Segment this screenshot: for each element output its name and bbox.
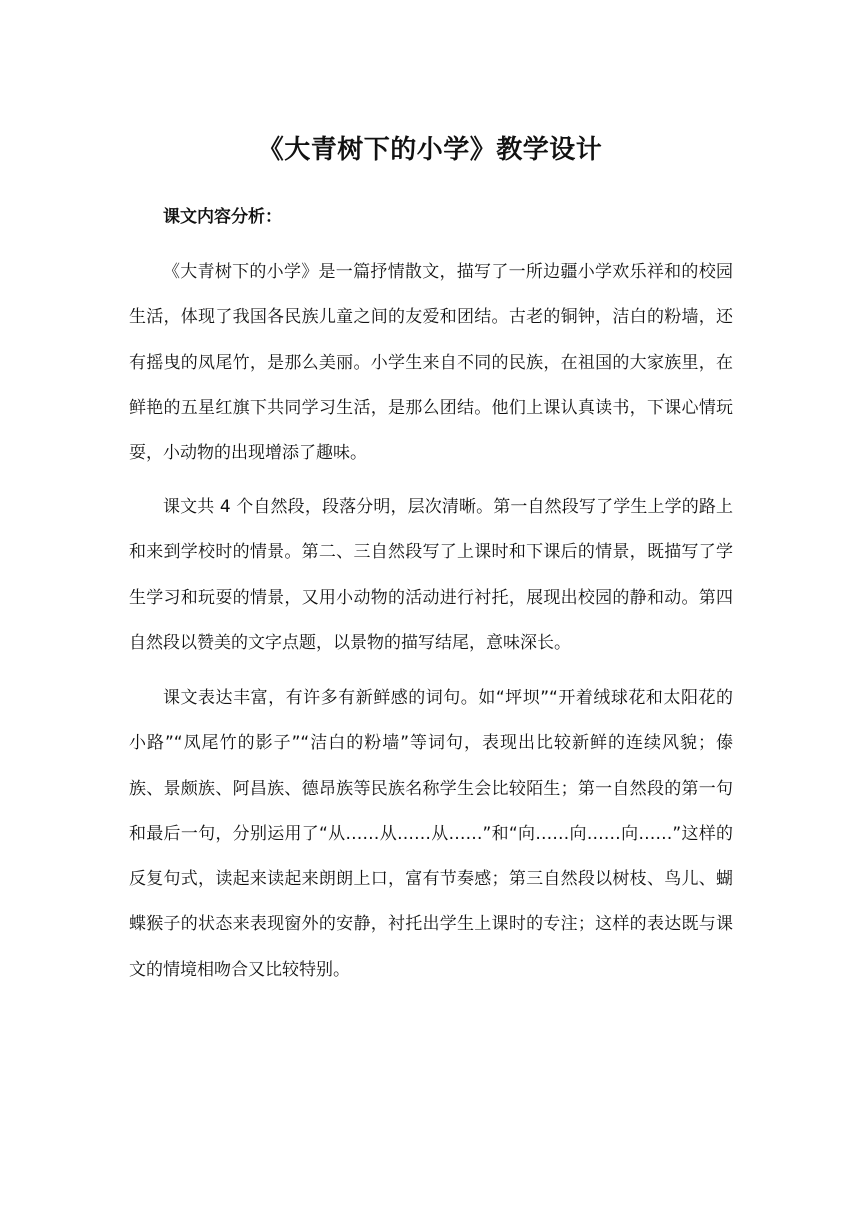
paragraph-content-summary: 《大青树下的小学》是一篇抒情散文，描写了一所边疆小学欢乐祥和的校园生活，体现了我国各民族儿童之间的友爱和团结。古老的铜钟，洁白的粉墙，还有摇曳的凤尾竹，是那么美丽。小学生来自不同的民族，在祖国的大家族里，在鲜艳的五星红旗下共同学习生活，是那么团结。他们上课认真读书，下课心情玩耍，小动物的出现增添了趣味。 xyxy=(129,262,733,464)
paragraph-expression: 课文表达丰富，有许多有新鲜感的词句。如“坪坝”“开着绒球花和太阳花的小路”“凤尾竹的影子”“洁白的粉墙”等词句，表现出比较新鲜的连续风貌；傣族、景颇族、阿昌族、德昂族等民族名称学生会比较陌生；第一自然段的第一句和最后一句，分别运用了“从……从……从……”和“向……向……向……”这样的反复句式，读起来读起来朗朗上口，富有节奏感；第三自然段以树枝、鸟儿、蝴蝶猴子的状态来表现窗外的安静，衬托出学生上课时的专注；这样的表达既与课文的情境相吻合又比较特别。 xyxy=(129,688,733,980)
paragraph-structure: 课文共 4 个自然段，段落分明，层次清晰。第一自然段写了学生上学的路上和来到学校时的情景。第二、三自然段写了上课时和下课后的情景，既描写了学生学习和玩耍的情景，又用小动物的活动进行衬托，展现出校园的静和动。第四自然段以赞美的文字点题，以景物的描写结尾，意味深长。 xyxy=(129,497,733,653)
section-heading: 课文内容分析： xyxy=(163,207,282,227)
document-title: 《大青树下的小学》教学设计 xyxy=(257,135,603,165)
